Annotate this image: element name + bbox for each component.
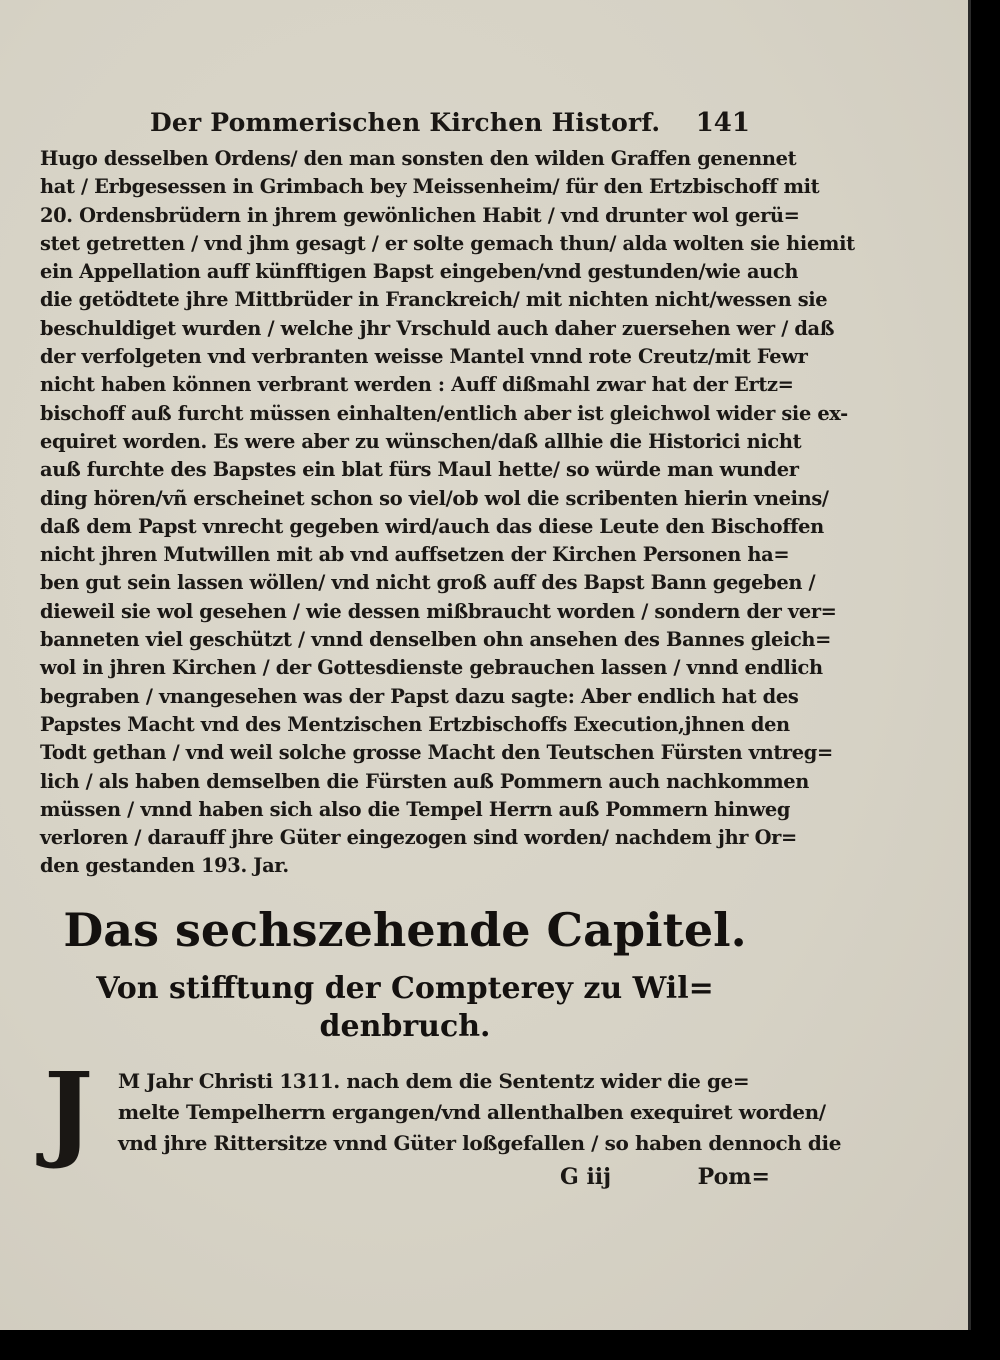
text-line: nicht jhren Mutwillen mit ab vnd auffsetzen der Kirchen Personen ha=	[40, 543, 790, 567]
text-line: 20. Ordensbrüdern in jhrem gewönlichen Habit / vnd drunter wol gerü=	[40, 203, 800, 227]
text-line: auß furchte des Bapstes ein blat fürs Maul hette/ so würde man wunder	[40, 458, 799, 482]
catchword: Pom=	[697, 1164, 770, 1190]
initial-letter: J	[44, 1049, 94, 1172]
text-line: vnd jhre Rittersitze vnnd Güter loßgefallen / so haben dennoch die	[118, 1131, 842, 1155]
text-line: nicht haben können verbrant werden : Auff dißmahl zwar hat der Ertz=	[40, 373, 794, 397]
page-footer	[560, 1164, 770, 1190]
decorated-initial	[44, 1049, 124, 1172]
text-line: der verfolgeten vnd verbranten weisse Mantel vnnd rote Creutz/mit Fewr	[40, 345, 808, 369]
text-line: ein Appellation auff künfftigen Bapst eingeben/vnd gestunden/wie auch	[40, 260, 799, 284]
chapter-subtitle	[40, 970, 770, 1046]
text-line: melte Tempelherrn ergangen/vnd allenthalben exequiret worden/	[118, 1100, 826, 1124]
text-line: hat / Erbgesessen in Grimbach bey Meissenheim/ für den Ertzbischoff mit	[40, 175, 820, 199]
text-line: die getödtete jhre Mittbrüder in Franckreich/ mit nichten nicht/wessen sie	[40, 288, 828, 312]
running-title: Der Pommerischen Kirchen Historf.	[150, 108, 661, 137]
text-line: dieweil sie wol gesehen / wie dessen mißbraucht worden / sondern der ver=	[40, 599, 837, 623]
text-line: ding hören/vñ erscheinet schon so viel/ob wol die scribenten hierin vneins/	[40, 486, 829, 510]
text-line: banneten viel geschützt / vnnd denselben ohn ansehen des Bannes gleich=	[40, 628, 832, 652]
text-line: stet getretten / vnd jhm gesagt / er solte gemach thun/ alda wolten sie hiemit	[40, 231, 855, 255]
text-line: lich / als haben demselben die Fürsten auß Pommern auch nachkommen	[40, 769, 810, 793]
text-line: müssen / vnnd haben sich also die Tempel Herrn auß Pommern hinweg	[40, 797, 791, 821]
running-head	[150, 108, 750, 138]
text-line: den gestanden 193. Jar.	[40, 854, 289, 878]
subtitle-line: denbruch.	[319, 1009, 491, 1044]
page-number: 141	[695, 108, 750, 138]
chapter-heading: Das sechszehende Capitel.	[63, 903, 747, 957]
text-line: equiret worden. Es were aber zu wünschen/daß allhie die Historici nicht	[40, 429, 802, 453]
text-line: daß dem Papst vnrecht gegeben wird/auch das diese Leute den Bischoffen	[40, 514, 824, 538]
chapter-text	[118, 1066, 842, 1159]
text-line: beschuldiget wurden / welche jhr Vrschuld auch daher zuersehen wer / daß	[40, 316, 835, 340]
text-line: Papstes Macht vnd des Mentzischen Ertzbischoffs Execution,jhnen den	[40, 712, 790, 736]
text-line: wol in jhren Kirchen / der Gottesdienste gebrauchen lassen / vnnd endlich	[40, 656, 823, 680]
text-line: bischoff auß furcht müssen einhalten/entlich aber ist gleichwol wider sie ex-	[40, 401, 848, 425]
text-line: verloren / darauff jhre Güter eingezogen sind worden/ nachdem jhr Or=	[40, 826, 797, 850]
subtitle-line: Von stifftung der Compterey zu Wil=	[96, 971, 714, 1006]
text-line: Todt gethan / vnd weil solche grosse Macht den Teutschen Fürsten vntreg=	[40, 741, 833, 765]
text-line: M Jahr Christi 1311. nach dem die Sententz wider die ge=	[118, 1069, 750, 1093]
text-line: Hugo desselben Ordens/ den man sonsten den wilden Graffen genennet	[40, 147, 797, 170]
text-line: ben gut sein lassen wöllen/ vnd nicht groß auff des Bapst Bann gegeben /	[40, 571, 816, 595]
text-line: begraben / vnangesehen was der Papst dazu sagte: Aber endlich hat des	[40, 684, 799, 708]
signature-mark: G iij	[560, 1164, 612, 1190]
body-text	[40, 145, 855, 881]
